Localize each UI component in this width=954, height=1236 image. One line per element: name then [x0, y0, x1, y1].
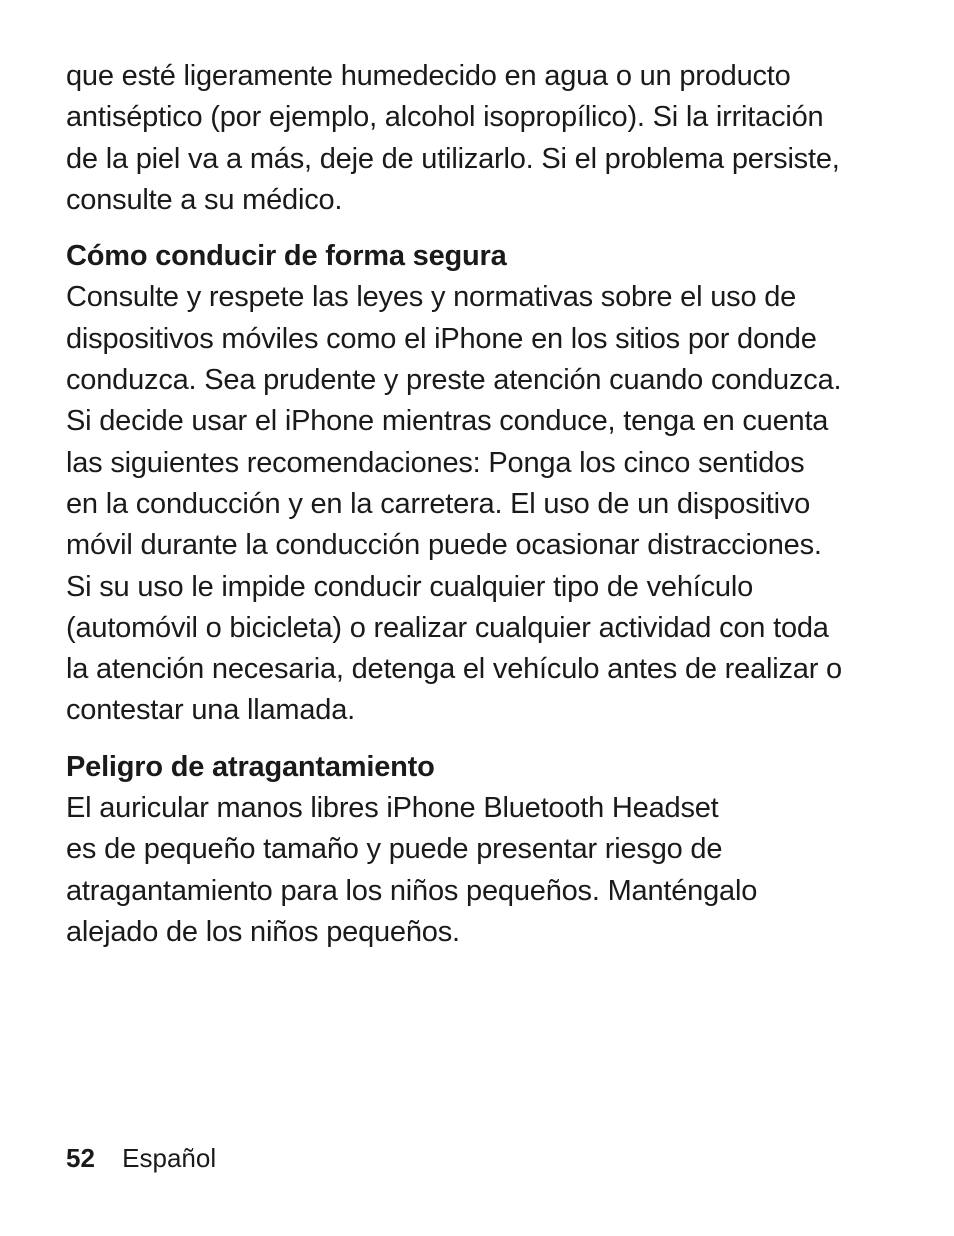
paragraph-line: la atención necesaria, detenga el vehículo antes de realizar o [66, 653, 842, 686]
section-intro-continuation [66, 56, 896, 221]
paragraph-line: es de pequeño tamaño y puede presentar riesgo de [66, 833, 723, 866]
paragraph-line: Si su uso le impide conducir cualquier tipo de vehículo [66, 570, 754, 603]
paragraph-line: alejado de los niños pequeños. [66, 915, 460, 948]
paragraph-line: Consulte y respete las leyes y normativas sobre el uso de [66, 281, 797, 314]
paragraph-line: consulte a su médico. [66, 183, 343, 216]
footer-language: Español [122, 1143, 217, 1173]
paragraph-line: las siguientes recomendaciones: Ponga los cinco sentidos [66, 446, 805, 479]
paragraph-line: móvil durante la conducción puede ocasionar distracciones. [66, 529, 822, 562]
paragraph-line: atragantamiento para los niños pequeños. Manténgalo [66, 874, 758, 907]
paragraph-line: (automóvil o bicicleta) o realizar cualquier actividad con toda [66, 611, 829, 644]
section-heading-choking-hazard: Peligro de atragantamiento [66, 750, 435, 783]
paragraph-line: conduzca. Sea prudente y preste atención cuando conduzca. [66, 364, 842, 397]
paragraph-line: contestar una llamada. [66, 694, 355, 727]
paragraph-line: El auricular manos libres iPhone Bluetooth Headset [66, 792, 719, 825]
document-page [66, 56, 896, 953]
paragraph-line: de la piel va a más, deje de utilizarlo. Si el problema persiste, [66, 142, 840, 175]
section-safe-driving [66, 236, 896, 732]
paragraph-line: dispositivos móviles como el iPhone en los sitios por donde [66, 322, 817, 355]
page-number: 52 [66, 1143, 95, 1173]
page-footer [66, 1140, 216, 1176]
paragraph-line: antiséptico (por ejemplo, alcohol isopropílico). Si la irritación [66, 101, 824, 134]
paragraph-line: en la conducción y en la carretera. El uso de un dispositivo [66, 487, 811, 520]
paragraph-line: que esté ligeramente humedecido en agua o un producto [66, 60, 791, 92]
section-choking-hazard [66, 747, 896, 953]
section-heading-safe-driving: Cómo conducir de forma segura [66, 240, 507, 273]
paragraph-line: Si decide usar el iPhone mientras conduce, tenga en cuenta [66, 405, 829, 438]
